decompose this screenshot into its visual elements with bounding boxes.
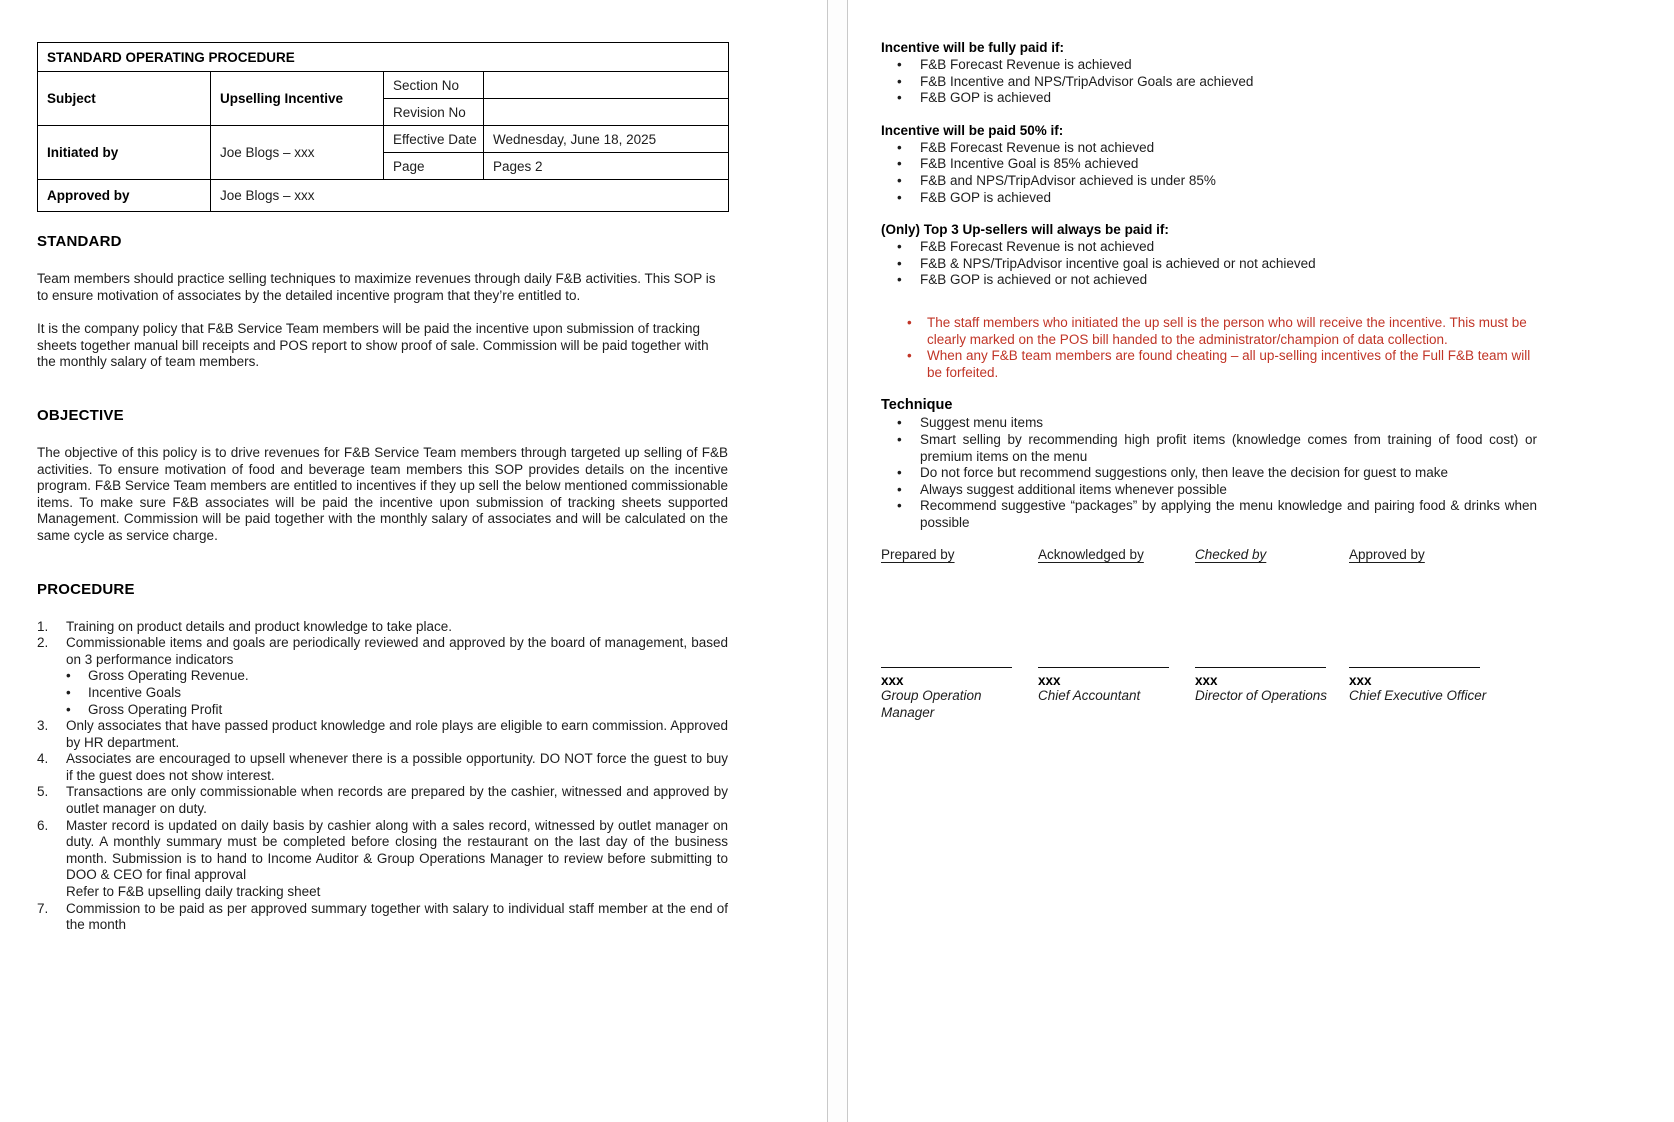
bullet-icon: • (897, 156, 902, 172)
initiated-by-value: Joe Blogs – xxx (211, 126, 384, 180)
item-number: 1. (37, 618, 49, 634)
page-divider (828, 0, 847, 1122)
procedure-item: 5. Transactions are only commissionable when records are prepared by the cashier, witnessed and approved by outlet manager on duty. (37, 784, 728, 817)
objective-heading: OBJECTIVE (37, 406, 124, 424)
revision-no-label: Revision No (384, 99, 484, 126)
warning-notes (881, 315, 1537, 381)
list-item: • F&B GOP is achieved (897, 90, 1052, 106)
procedure-sub-item: • Gross Operating Profit (66, 701, 223, 717)
bullet-icon: • (897, 57, 902, 72)
page-label: Page (384, 153, 484, 180)
signature-line (1038, 666, 1169, 668)
prepared-by-label: Prepared by (881, 547, 955, 563)
signature-line (1349, 666, 1480, 668)
list-item: • Suggest menu items (897, 415, 1044, 431)
list-item: • F&B Forecast Revenue is achieved (897, 57, 1132, 72)
bullet-icon: • (897, 139, 902, 155)
bullet-icon: • (897, 239, 902, 255)
warning-item: • When any F&B team members are found cheating – all up-selling incentives of the Full F&B team will be forfeited. (907, 348, 1531, 380)
bullet-icon: • (66, 701, 71, 717)
procedure-sub-item: • Gross Operating Revenue. (66, 668, 249, 684)
standard-heading: STANDARD (37, 233, 122, 250)
procedure-item: 6. Master record is updated on daily basis by cashier along with a sales record, witnessed by outlet manager on duty. A monthly summary must be completed before closing the restaurant on the last day of the business month. Submission is to hand to Income Auditor & Group Operations Manager to review before submitting to DOO & CEO for final approval (37, 817, 728, 883)
checked-by-label: Checked by (1195, 547, 1267, 563)
technique-heading: Technique (881, 397, 953, 414)
item-number: 4. (37, 751, 49, 767)
list-item: • Always suggest additional items whenever possible (897, 481, 1227, 497)
item-number: 3. (37, 718, 49, 734)
page-1 (0, 0, 828, 1122)
subject-label: Subject (38, 72, 211, 126)
item-number: 5. (37, 784, 49, 800)
incentive-50-group (881, 123, 1537, 206)
effective-date-value: Wednesday, June 18, 2025 (484, 126, 729, 153)
bullet-icon: • (907, 314, 912, 330)
section-no-value (484, 72, 729, 99)
procedure-item: 1. Training on product details and product knowledge to take place. (37, 618, 452, 634)
list-item: • F&B Incentive and NPS/TripAdvisor Goals are achieved (897, 73, 1254, 89)
item-number: 2. (37, 635, 49, 651)
approved-by-label: Approved by (38, 180, 211, 212)
signatory: xxx Group Operation Manager (881, 666, 1038, 720)
bullet-icon: • (897, 90, 902, 106)
page-value: Pages 2 (484, 153, 729, 180)
sop-header-table (37, 42, 729, 212)
procedure-item: 3. Only associates that have passed product knowledge and role plays are eligible to earn commission. Approved by HR department. (37, 718, 728, 750)
list-item: • Recommend suggestive “packages” by applying the menu knowledge and pairing food & drinks when possible (897, 498, 1537, 530)
bullet-icon: • (897, 255, 902, 271)
bullet-icon: • (897, 465, 902, 481)
signatory: xxx Chief Accountant (1038, 666, 1195, 720)
procedure-item-extra: Refer to F&B upselling daily tracking sheet (66, 884, 321, 900)
list-item: • F&B Incentive Goal is 85% achieved (897, 156, 1139, 172)
procedure-item: 7. Commission to be paid as per approved summary together with salary to individual staff member at the end of the month (37, 900, 728, 933)
bullet-icon: • (66, 684, 71, 700)
bullet-icon: • (897, 481, 902, 497)
warning-item: • The staff members who initiated the up sell is the person who will receive the incentive. This must be clearly marked on the POS bill handed to the administrator/champion of data collection. (907, 314, 1527, 347)
item-number: 7. (37, 900, 49, 916)
list-item: • F&B & NPS/TripAdvisor incentive goal is achieved or not achieved (897, 255, 1316, 271)
list-item: • Smart selling by recommending high profit items (knowledge comes from training of food cost) or premium items on the menu (897, 431, 1537, 464)
effective-date-label: Effective Date (384, 126, 484, 153)
top3-group (881, 222, 1537, 289)
list-item: • F&B Forecast Revenue is not achieved (897, 239, 1155, 255)
bullet-icon: • (897, 172, 902, 188)
initiated-by-label: Initiated by (38, 126, 211, 180)
standard-paragraph: Team members should practice selling techniques to maximize revenues through daily F&B activities. This SOP is to ensure motivation of associates by the detailed incentive program that they’re entitled to. (37, 271, 716, 303)
list-item: • F&B GOP is achieved or not achieved (897, 272, 1148, 288)
procedure-item: 2. Commissionable items and goals are periodically reviewed and approved by the board of management, based on 3 performance indicators (37, 635, 728, 667)
item-number: 6. (37, 817, 49, 833)
bullet-icon: • (897, 498, 902, 514)
bullet-icon: • (897, 73, 902, 89)
list-item: • F&B and NPS/TripAdvisor achieved is under 85% (897, 172, 1216, 188)
group-heading: Incentive will be fully paid if: (881, 40, 1065, 55)
procedure-item: 4. Associates are encouraged to upsell whenever there is a possible opportunity. DO NOT force the guest to buy if the guest does not show interest. (37, 751, 728, 783)
bullet-icon: • (897, 272, 902, 288)
page-2 (847, 0, 1674, 1122)
signature-block (881, 666, 1537, 720)
standard-paragraph: It is the company policy that F&B Service Team members will be paid the incentive upon submission of tracking sheets together manual bill receipts and POS report to show proof of sale. Commission will be paid together with the monthly salary of team members. (37, 321, 709, 370)
procedure-sub-item: • Incentive Goals (66, 684, 182, 700)
signatory: xxx Chief Executive Officer (1349, 666, 1537, 720)
list-item: • F&B Forecast Revenue is not achieved (897, 139, 1155, 155)
revision-no-value (484, 99, 729, 126)
bullet-icon: • (66, 668, 71, 684)
approved-by-value: Joe Blogs – xxx (211, 180, 729, 212)
subject-value: Upselling Incentive (211, 72, 384, 126)
bullet-icon: • (897, 189, 902, 205)
procedure-heading: PROCEDURE (37, 580, 135, 598)
objective-paragraph: The objective of this policy is to drive revenues for F&B Service Team members through targeted up selling of F&B activities. To ensure motivation of food and beverage team members this SOP provides details on the incentive program. F&B Service Team members are entitled to incentives if they up sell the below mentioned commissionable items. To make sure F&B associates will be paid the incentive upon submission of tracking sheets supported Management. Commission will be paid together with the monthly salary of associates and will be calculated on the same cycle as service charge. (37, 444, 728, 543)
signature-line (1195, 666, 1326, 668)
bullet-icon: • (897, 431, 902, 447)
signature-header-row (881, 547, 1537, 562)
signature-line (881, 666, 1012, 668)
signatory: xxx Director of Operations (1195, 666, 1349, 720)
bullet-icon: • (897, 415, 902, 431)
incentive-full-group (881, 40, 1537, 107)
group-heading: Incentive will be paid 50% if: (881, 122, 1064, 138)
group-heading: (Only) Top 3 Up-sellers will always be paid if: (881, 222, 1169, 238)
bullet-icon: • (907, 348, 912, 364)
list-item: • Do not force but recommend suggestions only, then leave the decision for guest to make (897, 465, 1449, 481)
approved-by-label: Approved by (1349, 547, 1425, 563)
sop-table-title: STANDARD OPERATING PROCEDURE (38, 43, 729, 72)
list-item: • F&B GOP is achieved (897, 189, 1052, 205)
section-no-label: Section No (384, 72, 484, 99)
acknowledged-by-label: Acknowledged by (1038, 547, 1144, 563)
